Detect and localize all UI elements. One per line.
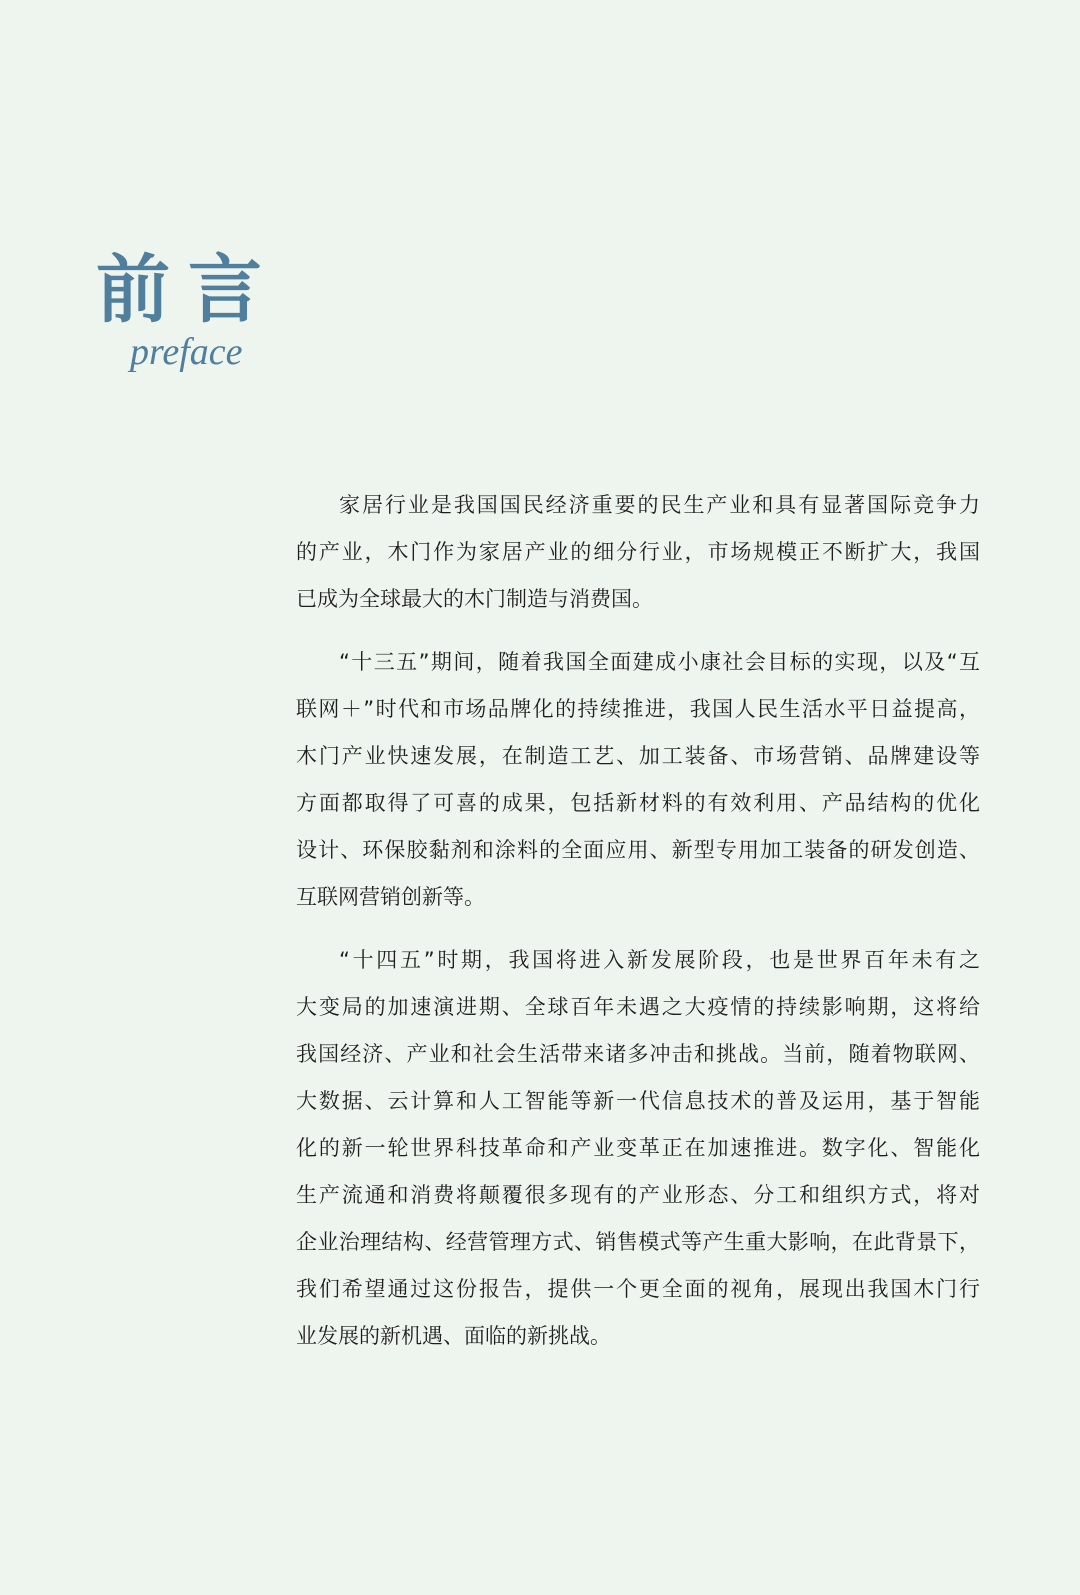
paragraph-line: 我们希望通过这份报告，提供一个更全面的视角，展现出我国木门行 xyxy=(296,1277,980,1301)
paragraph-line: 家居行业是我国国民经济重要的民生产业和具有显著国际竞争力 xyxy=(339,493,980,517)
page-title: 前言 xyxy=(96,247,280,333)
page-subtitle: preface xyxy=(130,331,243,373)
paragraph-3 xyxy=(296,937,980,1360)
paragraph-line: 业发展的新机遇、面临的新挑战。 xyxy=(296,1324,611,1348)
paragraph-1 xyxy=(296,482,980,623)
paragraph-line: “十四五”时期，我国将进入新发展阶段，也是世界百年未有之 xyxy=(339,948,980,972)
paragraph-2 xyxy=(296,639,980,921)
preface-body xyxy=(296,482,980,1376)
paragraph-line: 联网＋”时代和市场品牌化的持续推进，我国人民生活水平日益提高， xyxy=(296,697,980,721)
paragraph-line: 化的新一轮世界科技革命和产业变革正在加速推进。数字化、智能化 xyxy=(296,1136,980,1160)
paragraph-line: 生产流通和消费将颠覆很多现有的产业形态、分工和组织方式，将对 xyxy=(296,1183,980,1207)
paragraph-line: 互联网营销创新等。 xyxy=(296,885,485,909)
paragraph-line: 企业治理结构、经营管理方式、销售模式等产生重大影响，在此背景下， xyxy=(296,1230,980,1254)
paragraph-line: 木门产业快速发展，在制造工艺、加工装备、市场营销、品牌建设等 xyxy=(296,744,980,768)
paragraph-line: 方面都取得了可喜的成果，包括新材料的有效利用、产品结构的优化 xyxy=(296,791,980,815)
paragraph-line: 我国经济、产业和社会生活带来诸多冲击和挑战。当前，随着物联网、 xyxy=(296,1042,980,1066)
paragraph-line: “十三五”期间，随着我国全面建成小康社会目标的实现，以及“互 xyxy=(339,650,980,674)
paragraph-line: 设计、环保胶黏剂和涂料的全面应用、新型专用加工装备的研发创造、 xyxy=(296,838,980,862)
paragraph-line: 已成为全球最大的木门制造与消费国。 xyxy=(296,587,653,611)
paragraph-line: 大变局的加速演进期、全球百年未遇之大疫情的持续影响期，这将给 xyxy=(296,995,980,1019)
paragraph-line: 的产业，木门作为家居产业的细分行业，市场规模正不断扩大，我国 xyxy=(296,540,980,564)
title-block xyxy=(96,247,396,373)
paragraph-line: 大数据、云计算和人工智能等新一代信息技术的普及运用，基于智能 xyxy=(296,1089,980,1113)
